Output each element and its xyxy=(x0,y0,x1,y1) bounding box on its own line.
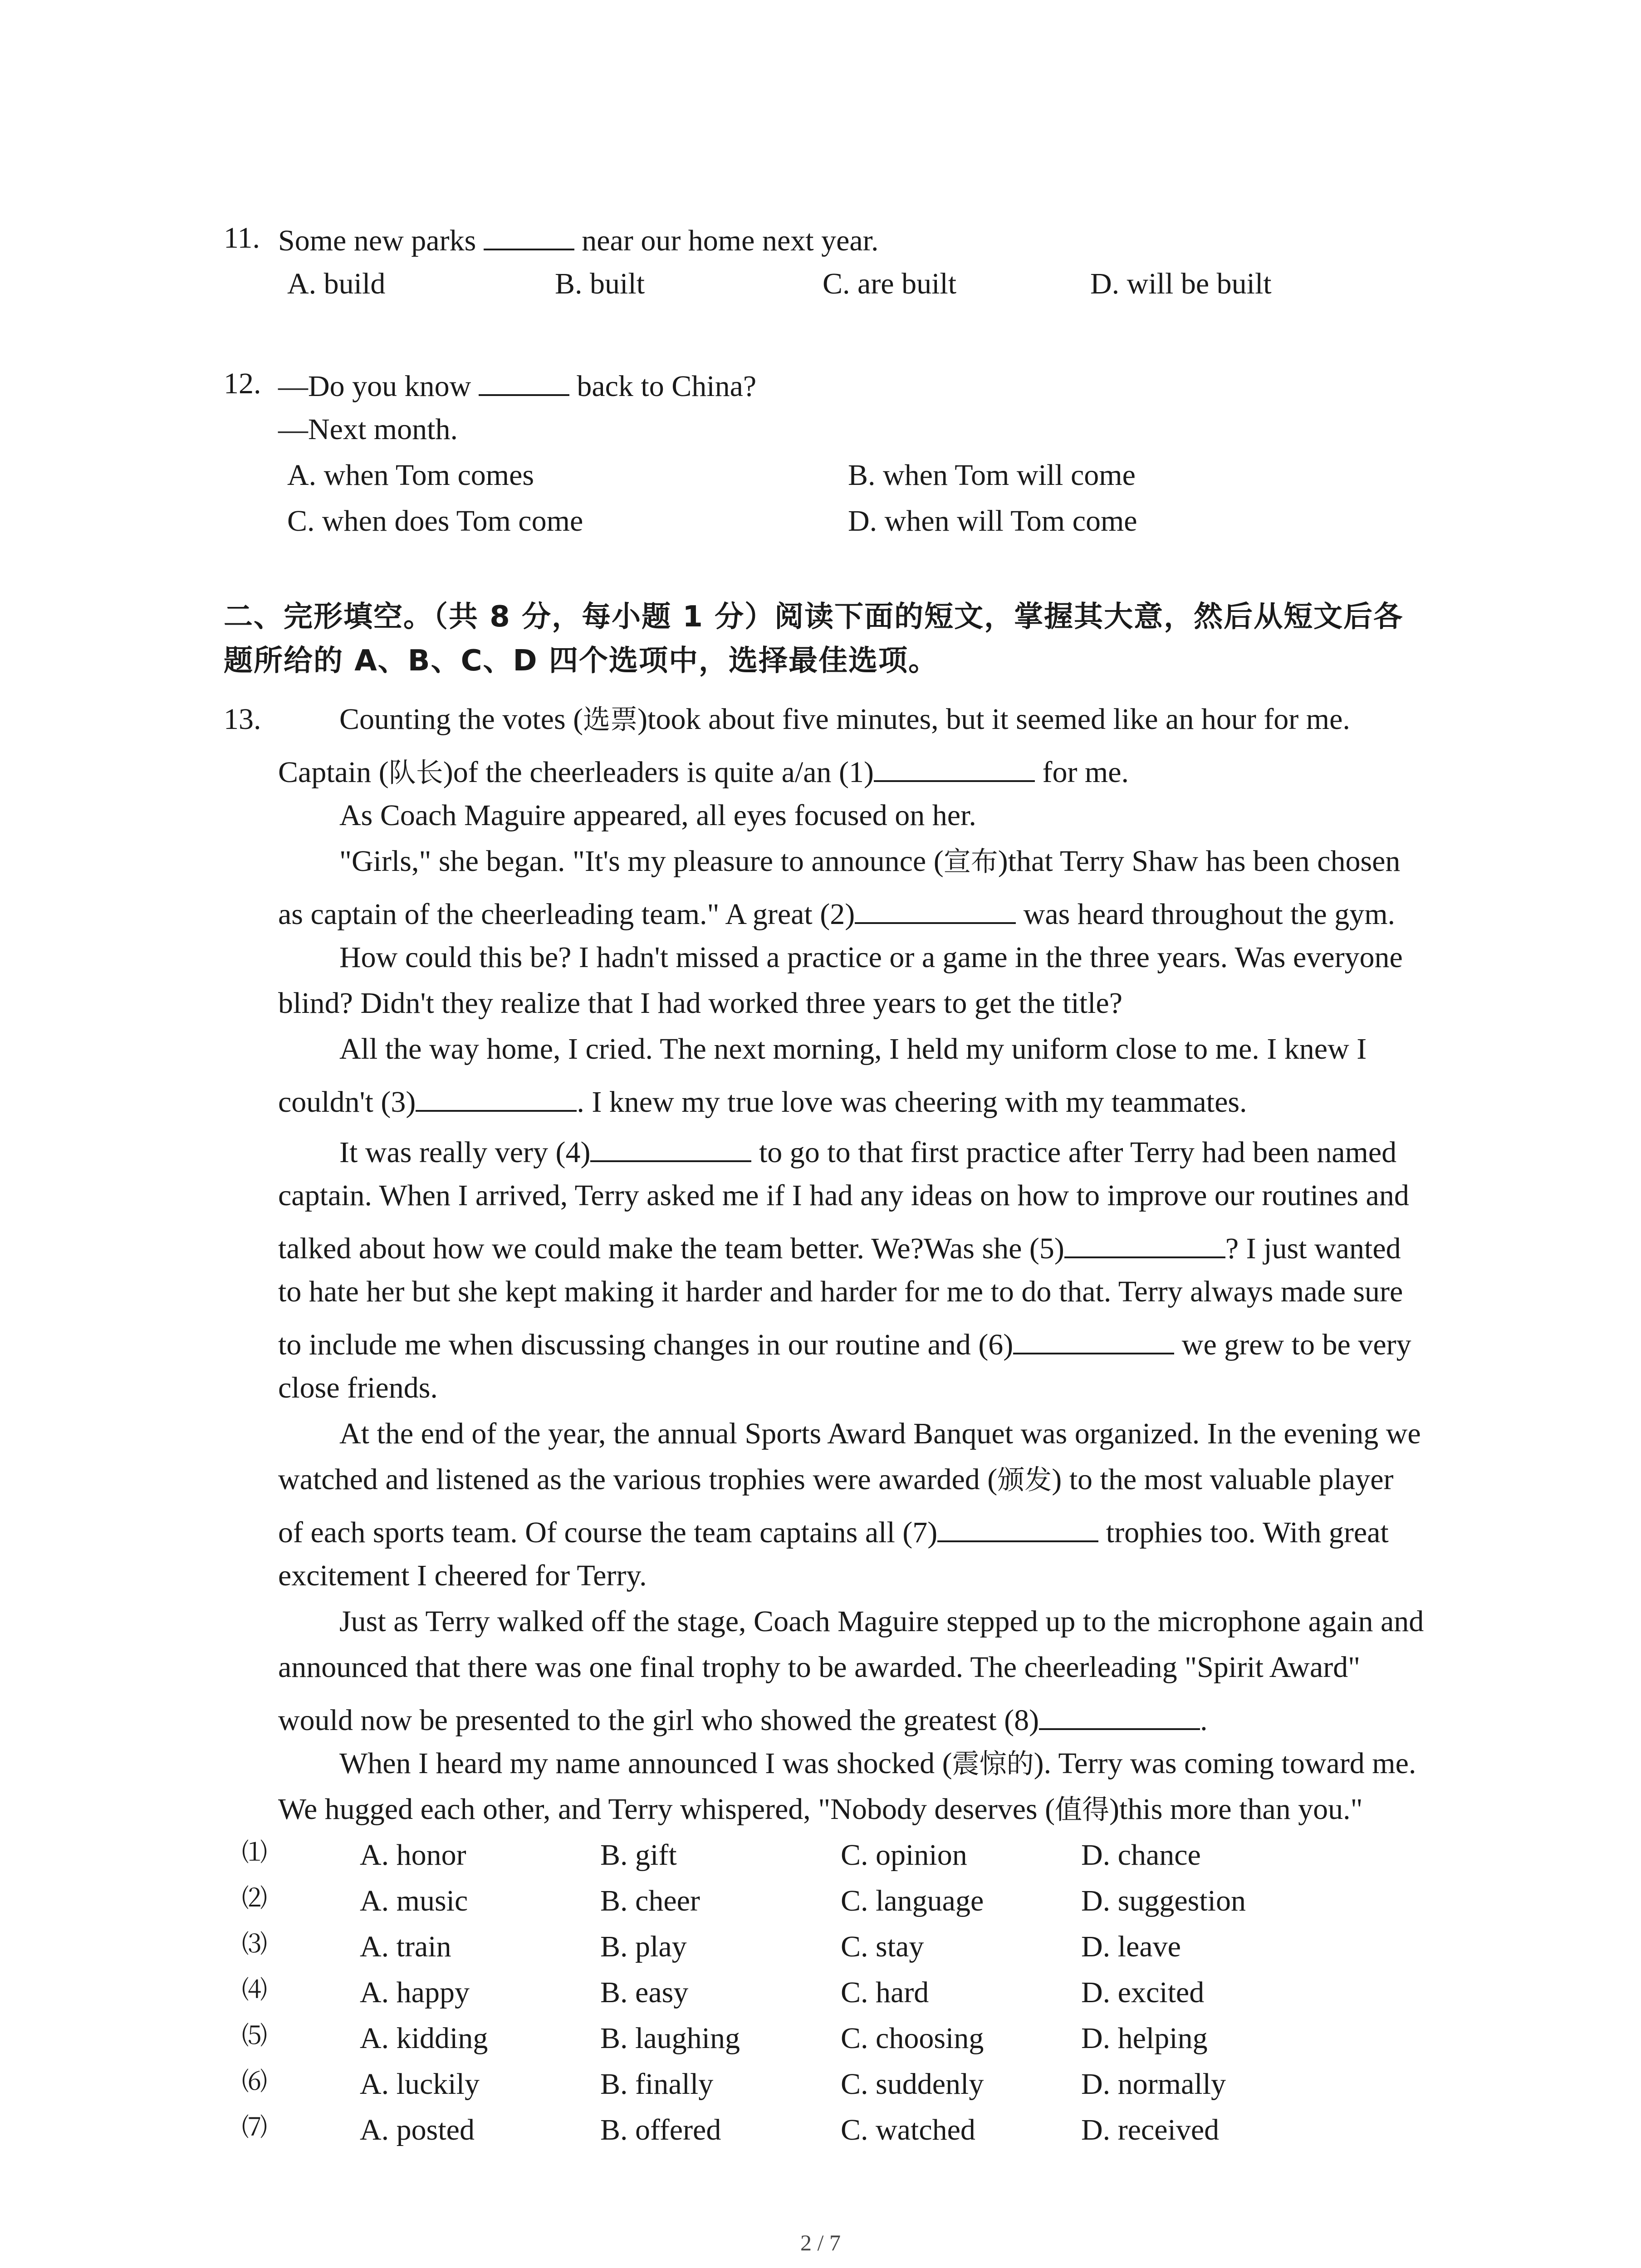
passage-line: captain. When I arrived, Terry asked me if I had any ideas on how to improve our routines and xyxy=(278,1179,1409,1212)
option-c: C. suddenly xyxy=(841,2068,984,2101)
passage-line: As Coach Maguire appeared, all eyes focused on her. xyxy=(339,799,976,832)
option-b: B. when Tom will come xyxy=(848,459,1136,492)
question-number: 11. xyxy=(224,221,260,254)
option-d: D. suggestion xyxy=(1081,1884,1246,1917)
option-number: ⑸ xyxy=(242,2021,267,2051)
passage-line: We hugged each other, and Terry whispered, "Nobody deserves (值得)this more than you." xyxy=(278,1793,1363,1826)
section-heading-cont: 题所给的 A、B、C、D 四个选项中，选择最佳选项。 xyxy=(224,644,938,678)
option-number: ⑴ xyxy=(242,1838,267,1867)
passage-line: "Girls," she began. "It's my pleasure to announce (宣布)that Terry Shaw has been chosen xyxy=(339,845,1401,878)
option-a: A. train xyxy=(360,1930,451,1963)
passage-line: All the way home, I cried. The next morning, I held my uniform close to me. I knew I xyxy=(339,1032,1367,1066)
answer-blank-8 xyxy=(1039,1703,1200,1730)
option-a: A. music xyxy=(360,1884,468,1917)
option-b: B. built xyxy=(555,267,645,300)
option-c: C. watched xyxy=(841,2113,975,2146)
answer-blank-6 xyxy=(1013,1327,1174,1354)
passage-line: to include me when discussing changes in our routine and (6) we grew to be very xyxy=(278,1328,1411,1361)
option-number: ⑺ xyxy=(242,2113,267,2142)
passage-line: of each sports team. Of course the team captains all (7) trophies too. With great xyxy=(278,1516,1389,1549)
passage-line: as captain of the cheerleading team." A great (2) was heard throughout the gym. xyxy=(278,898,1396,931)
option-d: D. chance xyxy=(1081,1838,1201,1872)
answer-blank-3 xyxy=(416,1085,577,1112)
option-c: C. language xyxy=(841,1884,984,1917)
question-stem: Some new parks near our home next year. xyxy=(278,224,879,257)
option-number: ⑶ xyxy=(242,1930,267,1959)
option-d: D. leave xyxy=(1081,1930,1181,1963)
answer-blank-5 xyxy=(1064,1231,1225,1258)
option-b: B. easy xyxy=(600,1976,689,2009)
option-b: B. gift xyxy=(600,1838,677,1872)
option-a: A. build xyxy=(287,267,386,300)
option-c: C. are built xyxy=(823,267,957,300)
option-c: C. opinion xyxy=(841,1838,967,1872)
option-d: D. helping xyxy=(1081,2022,1208,2055)
page-number: 2 / 7 xyxy=(800,2230,841,2255)
question-reply: —Next month. xyxy=(278,413,458,446)
answer-blank-4 xyxy=(590,1135,751,1162)
option-a: A. when Tom comes xyxy=(287,459,534,492)
answer-blank-7 xyxy=(937,1515,1098,1542)
option-c: C. when does Tom come xyxy=(287,504,583,538)
passage-line: watched and listened as the various trophies were awarded (颁发) to the most valuable player xyxy=(278,1463,1394,1496)
option-a: A. luckily xyxy=(360,2068,480,2101)
option-d: D. received xyxy=(1081,2113,1220,2146)
option-b: B. laughing xyxy=(600,2022,740,2055)
option-a: A. honor xyxy=(360,1838,466,1872)
passage-line: to hate her but she kept making it harder and harder for me to do that. Terry always made sure xyxy=(278,1275,1403,1308)
passage-line: At the end of the year, the annual Sports Award Banquet was organized. In the evening we xyxy=(339,1417,1421,1450)
passage-line: blind? Didn't they realize that I had worked three years to get the title? xyxy=(278,987,1123,1020)
option-c: C. hard xyxy=(841,1976,929,2009)
answer-blank-1 xyxy=(874,755,1035,782)
passage-line: couldn't (3) . I knew my true love was cheering with my teammates. xyxy=(278,1085,1247,1119)
passage-line: would now be presented to the girl who showed the greatest (8) . xyxy=(278,1704,1208,1737)
passage-line: talked about how we could make the team better. We?Was she (5) ? I just wanted xyxy=(278,1232,1401,1265)
option-d: D. normally xyxy=(1081,2068,1226,2101)
passage-line: excitement I cheered for Terry. xyxy=(278,1559,647,1592)
answer-blank xyxy=(479,369,569,396)
passage-line: When I heard my name announced I was shocked (震惊的). Terry was coming toward me. xyxy=(339,1747,1416,1780)
answer-blank-2 xyxy=(855,897,1016,924)
option-a: A. kidding xyxy=(360,2022,488,2055)
passage-line: Captain (队长)of the cheerleaders is quite a/an (1) for me. xyxy=(278,756,1129,789)
option-b: B. play xyxy=(600,1930,687,1963)
option-b: B. cheer xyxy=(600,1884,700,1917)
answer-blank xyxy=(484,223,574,250)
passage-line: Just as Terry walked off the stage, Coach Maguire stepped up to the microphone again and xyxy=(339,1605,1424,1638)
option-number: ⑹ xyxy=(242,2067,267,2097)
option-c: C. choosing xyxy=(841,2022,984,2055)
passage-line: announced that there was one final trophy to be awarded. The cheerleading "Spirit Award" xyxy=(278,1651,1361,1684)
option-number: ⑵ xyxy=(242,1884,267,1913)
passage-line: Counting the votes (选票)took about five minutes, but it seemed like an hour for me. xyxy=(339,703,1350,736)
option-a: A. happy xyxy=(360,1976,470,2009)
passage-line: close friends. xyxy=(278,1371,438,1404)
section-heading: 二、完形填空。（共 8 分，每小题 1 分）阅读下面的短文，掌握其大意，然后从短文后各 xyxy=(224,600,1404,634)
question-number: 13. xyxy=(224,703,261,736)
option-d: D. will be built xyxy=(1090,267,1272,300)
passage-line: It was really very (4) to go to that first practice after Terry had been named xyxy=(339,1136,1397,1169)
passage-line: How could this be? I hadn't missed a practice or a game in the three years. Was everyone xyxy=(339,941,1403,974)
option-b: B. offered xyxy=(600,2113,721,2146)
option-d: D. when will Tom come xyxy=(848,504,1137,538)
option-number: ⑷ xyxy=(242,1975,267,2005)
option-a: A. posted xyxy=(360,2113,475,2146)
option-c: C. stay xyxy=(841,1930,924,1963)
option-d: D. excited xyxy=(1081,1976,1205,2009)
option-b: B. finally xyxy=(600,2068,714,2101)
question-number: 12. xyxy=(224,367,261,400)
question-stem: —Do you know back to China? xyxy=(278,370,757,403)
